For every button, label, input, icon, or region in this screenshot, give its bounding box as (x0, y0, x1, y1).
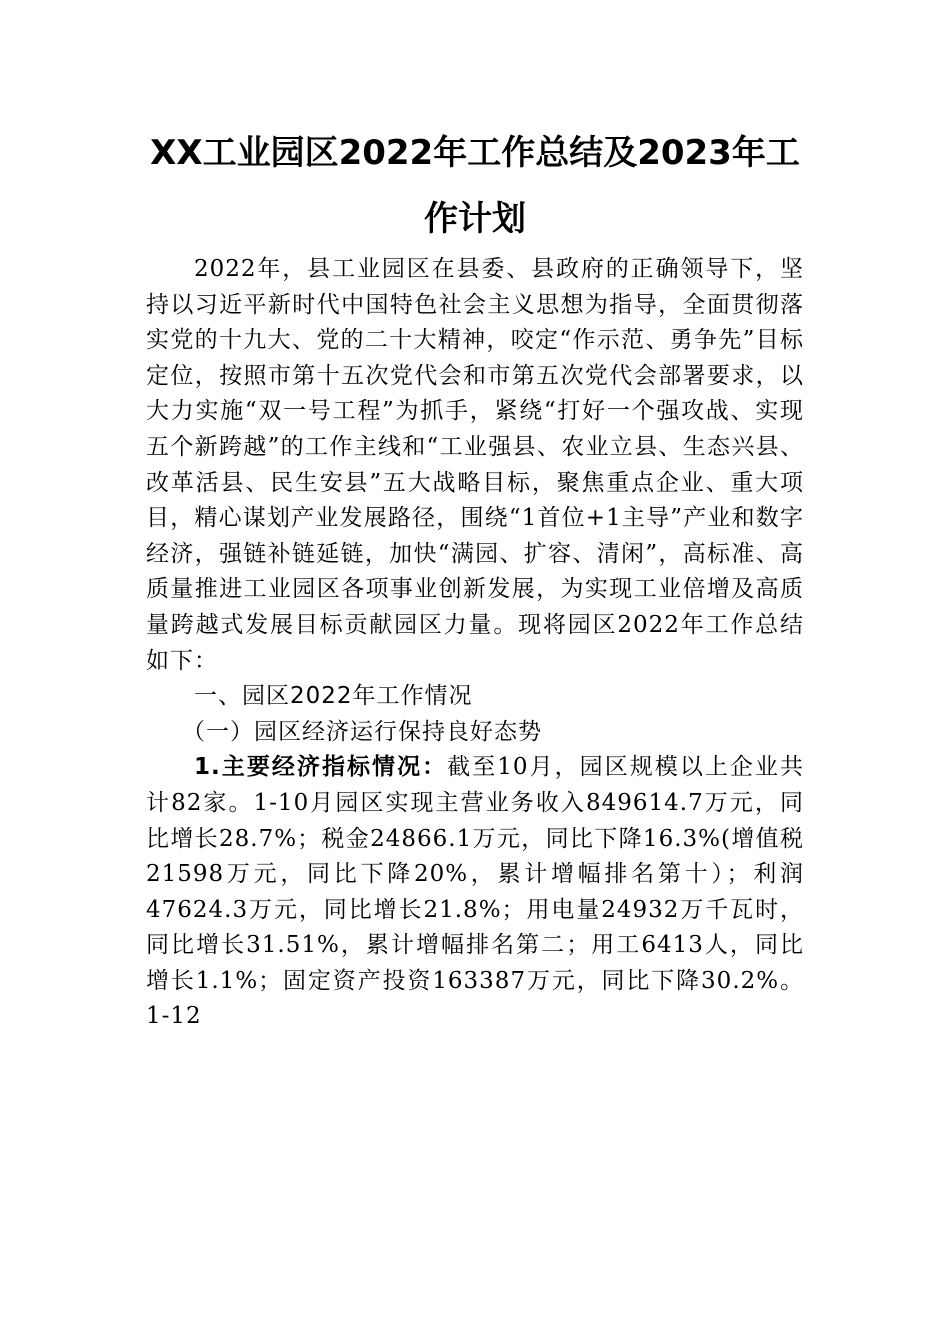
title-line-2: 作计划 (424, 199, 526, 239)
item-1-lead: 1.主要经济指标情况： (194, 754, 448, 781)
subsection-heading-1: （一）园区经济运行保持良好态势 (182, 718, 542, 745)
document-title (140, 120, 810, 252)
title-line-1: XX工业园区2022年工作总结及2023年工 (150, 133, 800, 173)
document-page (146, 120, 804, 1035)
item-1-paragraph (146, 750, 804, 1035)
section-heading-1: 一、园区2022年工作情况 (194, 683, 473, 710)
intro-paragraph: 2022年，县工业园区在县委、县政府的正确领导下，坚持以习近平新时代中国特色社会主义思想为指导，全面贯彻落实党的十九大、党的二十大精神，咬定“作示范、勇争先”目标定位，按照市第十五次党代会和市第五次党代会部署要求，以大力实施“双一号工程”为抓手，紧绕“打好一个强攻战、实现五个新跨越”的工作主线和“工业强县、农业立县、生态兴县、改革活县、民生安县”五大战略目标，聚焦重点企业、重大项目，精心谋划产业发展路径，围绕“1首位+1主导”产业和数字经济，强链补链延链，加快“满园、扩容、清闲”，高标准、高质量推进工业园区各项事业创新发展，为实现工业倍增及高质量跨越式发展目标贡献园区力量。现将园区2022年工作总结如下： (146, 256, 804, 674)
item-1-text: 截至10月，园区规模以上企业共计82家。1-10月园区实现主营业务收入849614.7万元，同比增长28.7%；税金24866.1万元，同比下降16.3%(增值税21598万元，同比下降20%，累计增幅排名第十）；利润47624.3万元，同比增长21.8%；用电量24932万千瓦时，同比增长31.51%，累计增幅排名第二；用工6413人，同比增长1.1%；固定资产投资163387万元，同比下降30.2%。1-12 (146, 754, 804, 1030)
